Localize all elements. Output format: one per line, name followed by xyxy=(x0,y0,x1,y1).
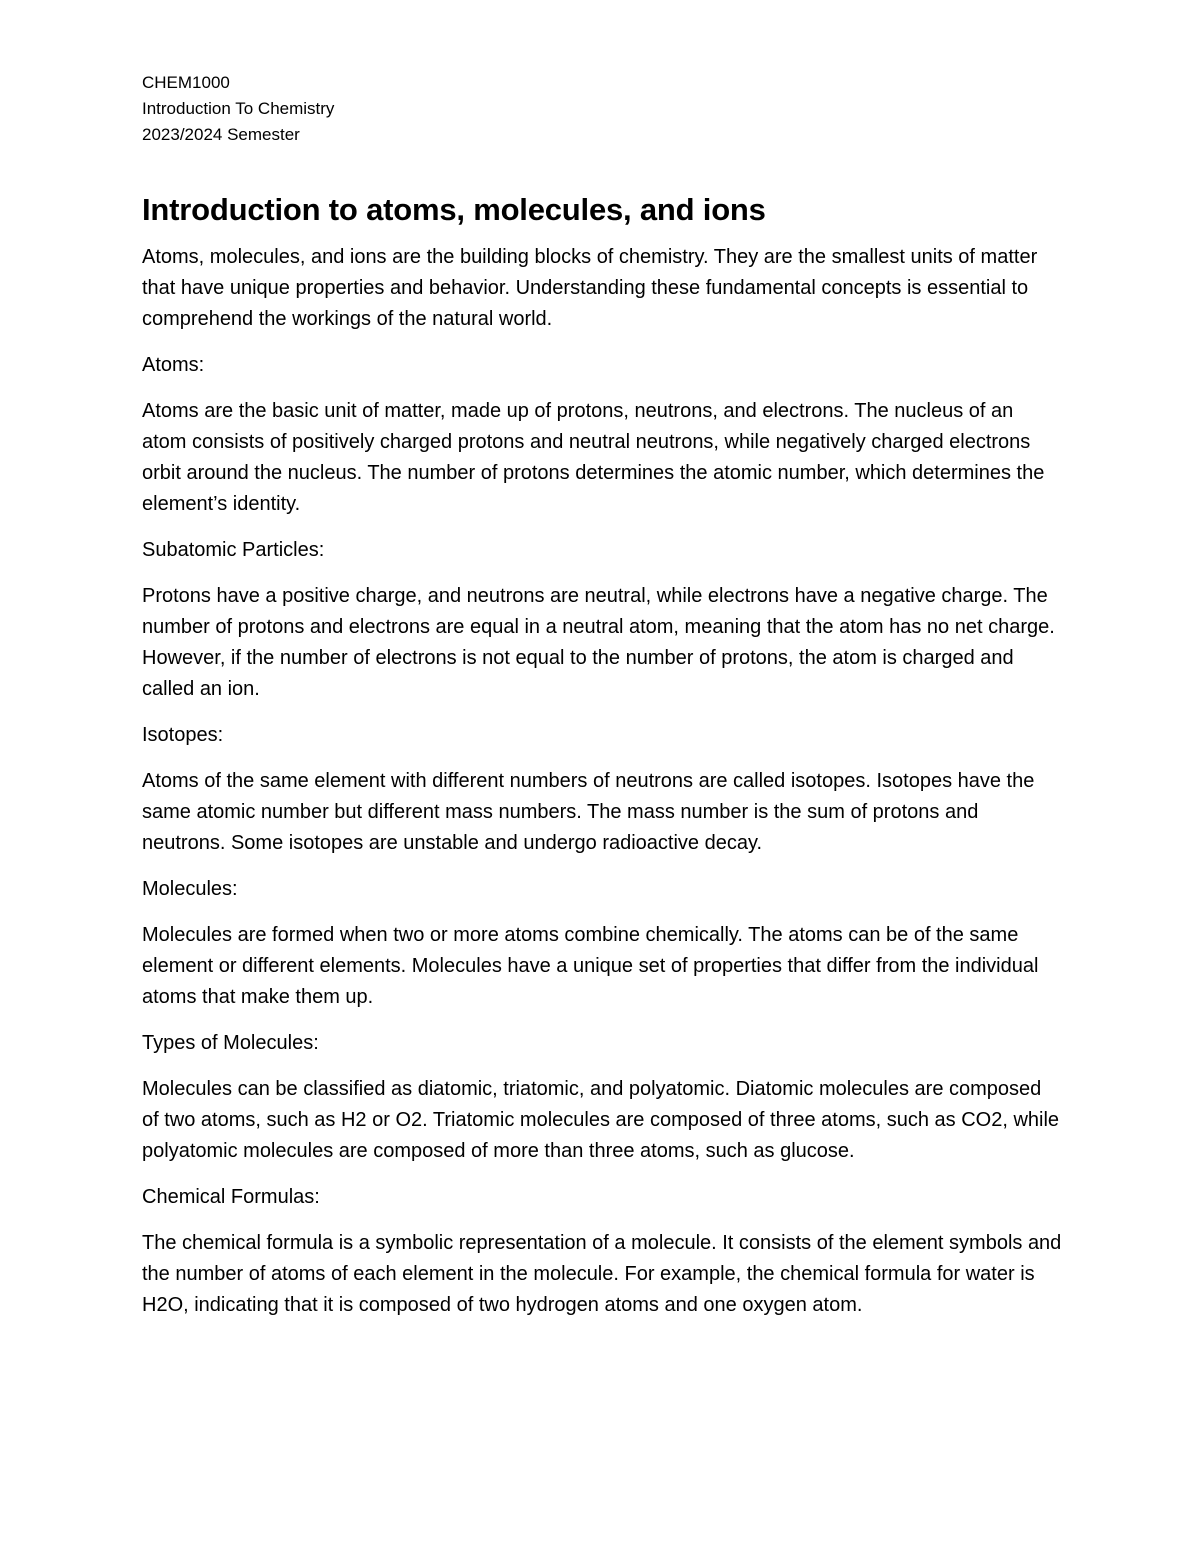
course-name: Introduction To Chemistry xyxy=(142,99,335,118)
section-isotopes xyxy=(142,720,1062,859)
intro-paragraph: Atoms, molecules, and ions are the building blocks of chemistry. They are the smallest units of matter that have unique properties and behavior. Understanding these fundamental concepts is essential to comprehend the workings of the natural world. xyxy=(142,246,1038,330)
document-title: Introduction to atoms, molecules, and ions xyxy=(142,192,766,227)
section-subatomic-particles xyxy=(142,535,1062,705)
semester-label: 2023/2024 Semester xyxy=(142,125,300,144)
section-molecules xyxy=(142,874,1062,1013)
course-code: CHEM1000 xyxy=(142,73,230,92)
section-body: Atoms of the same element with different numbers of neutrons are called isotopes. Isotopes have the same atomic number but different mass numbers. The mass number is the sum of protons and neutrons. Some isotopes are unstable and undergo radioactive decay. xyxy=(142,770,1035,854)
section-heading: Isotopes: xyxy=(142,724,224,746)
section-body: Molecules can be classified as diatomic, triatomic, and polyatomic. Diatomic molecules are composed of two atoms, such as H2 or O2. Triatomic molecules are composed of three atoms, such as CO2, while polyatomic molecules are composed of more than three atoms, such as glucose. xyxy=(142,1078,1060,1162)
section-body: Molecules are formed when two or more atoms combine chemically. The atoms can be of the same element or different elements. Molecules have a unique set of properties that differ from the individual atoms that make them up. xyxy=(142,924,1039,1008)
section-heading: Types of Molecules: xyxy=(142,1032,319,1054)
section-heading: Atoms: xyxy=(142,354,205,376)
section-chemical-formulas xyxy=(142,1182,1062,1321)
document-header xyxy=(142,70,1062,148)
section-heading: Subatomic Particles: xyxy=(142,539,325,561)
document-page xyxy=(142,70,1062,1336)
section-heading: Molecules: xyxy=(142,878,238,900)
section-atoms xyxy=(142,350,1062,520)
section-body: The chemical formula is a symbolic representation of a molecule. It consists of the element symbols and the number of atoms of each element in the molecule. For example, the chemical formula for water is H2O, indicating that it is composed of two hydrogen atoms and one oxygen atom. xyxy=(142,1232,1062,1316)
section-body: Protons have a positive charge, and neutrons are neutral, while electrons have a negative charge. The number of protons and electrons are equal in a neutral atom, meaning that the atom has no net charge. However, if the number of electrons is not equal to the number of protons, the atom is charged and called an ion. xyxy=(142,585,1055,700)
section-types-of-molecules xyxy=(142,1028,1062,1167)
section-body: Atoms are the basic unit of matter, made up of protons, neutrons, and electrons. The nucleus of an atom consists of positively charged protons and neutral neutrons, while negatively charged electrons orbit around the nucleus. The number of protons determines the atomic number, which determines the element’s identity. xyxy=(142,400,1045,515)
section-heading: Chemical Formulas: xyxy=(142,1186,320,1208)
